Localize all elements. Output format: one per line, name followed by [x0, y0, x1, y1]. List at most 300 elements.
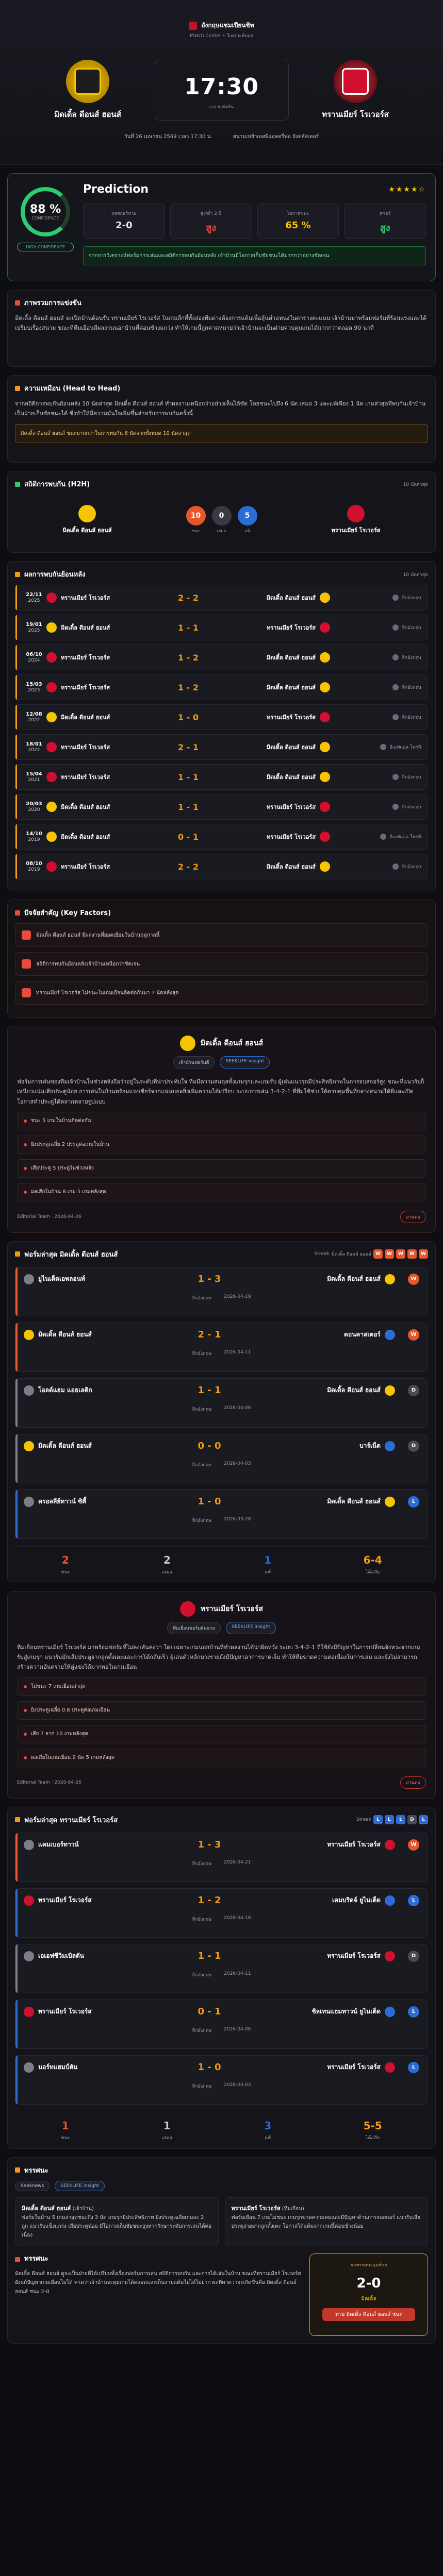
form-result-badge: W — [408, 1839, 419, 1851]
h2h-summary-section — [7, 471, 436, 553]
pred-box-label: โอกาสชนะ — [287, 211, 309, 216]
match-score: 1 - 1 — [177, 772, 199, 782]
bullet-icon — [24, 1191, 27, 1194]
match-score: 1 - 1 — [177, 802, 199, 812]
form-match-card[interactable] — [15, 1323, 428, 1372]
match-day: 20/03 — [26, 801, 42, 807]
form-stat-label: แพ้ — [265, 2135, 271, 2141]
form-away — [251, 1274, 395, 1284]
read-more-button[interactable]: อ่านต่อ — [400, 1776, 426, 1789]
h2h-row[interactable] — [15, 794, 428, 820]
key-factor-item — [15, 952, 428, 976]
away-crest-icon — [347, 505, 365, 522]
away-crest-icon — [320, 802, 330, 812]
match-home-name: ทรานเมียร์ โรเวอร์ส — [61, 684, 110, 691]
competition-name: อีเอฟแอล โทรฟี่ — [389, 745, 421, 750]
h2h-losses: 5 — [238, 506, 257, 526]
form-competition: ลีกอังกฤษ — [192, 1351, 212, 1357]
profile-bullet — [17, 1159, 426, 1178]
final-title: ทรรศนะ — [24, 2255, 48, 2263]
form-competition: ลีกอังกฤษ — [192, 2028, 212, 2033]
match-away — [217, 772, 330, 782]
match-score: 2 - 2 — [177, 861, 199, 872]
form-home-name: ทรานเมียร์ โรเวอร์ส — [38, 1896, 92, 1904]
form-match-card[interactable] — [15, 1267, 428, 1316]
h2h-draws-label: เสมอ — [217, 528, 226, 533]
match-competition — [330, 684, 421, 691]
summary-home-sub: (เจ้าบ้าน) — [72, 2206, 94, 2212]
form-home-name: มิดเดิ้ล ดีอนส์ ฮอนส์ — [38, 1442, 92, 1450]
form-away — [251, 2007, 395, 2017]
profile-date: 2026-04-26 — [54, 1214, 81, 1219]
form-score: 1 - 0 — [198, 2062, 221, 2073]
match-away — [217, 592, 330, 603]
away-crest-icon — [385, 1497, 395, 1507]
confidence-label: CONFIDENCE — [31, 216, 59, 221]
form-stat-value: 2 — [163, 1553, 171, 1566]
profile-tag: เจ้าบ้านฟอร์มดี — [173, 1056, 215, 1069]
form-competition: ลีกอังกฤษ — [192, 2083, 212, 2089]
bullet-text: เสีย 7 จาก 10 เกมหลังสุด — [31, 1731, 88, 1737]
form-away — [251, 1330, 395, 1340]
kickoff-label: เวลาแข่งขัน — [209, 105, 234, 110]
away-crest-icon — [320, 712, 330, 722]
form-stat-label: เสมอ — [161, 1569, 172, 1575]
rating-stars-icon: ★★★★☆ — [388, 185, 426, 194]
profile-date: 2026-04-26 — [54, 1780, 81, 1785]
h2h-wins: 10 — [186, 506, 206, 526]
match-year: 2020 — [28, 807, 40, 812]
away-crest-icon — [385, 1441, 395, 1451]
match-score: 1 - 1 — [177, 622, 199, 633]
form-home — [24, 1330, 168, 1340]
form-away-name: เคมบริดจ์ ยูไนเต็ด — [332, 1896, 381, 1904]
home-crest-icon — [24, 2007, 34, 2017]
form-home — [24, 1497, 168, 1507]
match-score: 2 - 1 — [177, 742, 199, 752]
h2h-intro-text: จากสถิติการพบกันย้อนหลัง 10 นัดล่าสุด มิดเดิ้ล ดีอนส์ ฮอนส์ ทำผลงานเหนือกว่าอย่างเห็นได้ชัด โดยชนะไปถึง 6 นัด เสมอ 3 และแพ้เพียง 1 นัด เกมล่าสุดที่พบกันเจ้าบ้านเป็นฝ่ายเก็บชัยชนะได้ ซึ่งทำให้มีความมั่นใจเพิ่มขึ้นสำหรับการพบกันครั้งนี้ — [15, 400, 426, 417]
form-result-badge: L — [408, 2062, 419, 2073]
profile-bullet — [17, 1183, 426, 1201]
form-away — [251, 1441, 395, 1451]
home-team[interactable] — [36, 60, 139, 121]
home-form-section — [7, 1241, 436, 1583]
prediction-note: จากการวิเคราะห์ฟอร์มการเล่นและสถิติการพบกันย้อนหลัง เจ้าบ้านมีโอกาสเก็บชัยชนะได้มากกว่าอย่างชัดเจน — [83, 246, 426, 265]
match-away — [217, 712, 330, 722]
factor-icon — [22, 930, 31, 940]
final-pick-score: 2-0 — [356, 2276, 381, 2292]
form-date: 2026-04-11 — [224, 1349, 251, 1355]
home-crest-icon — [78, 505, 96, 522]
h2h-list-title: ผลการพบกันย้อนหลัง — [24, 571, 86, 579]
form-match-line — [24, 1951, 419, 1962]
form-stat — [264, 1554, 271, 1575]
prediction-title: Prediction — [83, 183, 149, 196]
h2h-highlight: มิดเดิ้ล ดีอนส์ ฮอนส์ ชนะมากกว่าในการพบกัน 6 นัดจากทั้งหมด 10 นัดล่าสุด — [15, 424, 428, 443]
form-stat-value: 1 — [163, 2119, 171, 2132]
form-date: 2026-04-19 — [224, 1294, 251, 1299]
form-stat — [61, 2120, 70, 2141]
form-match-line — [24, 1496, 419, 1507]
form-score: 1 - 2 — [198, 1895, 221, 1906]
match-away — [217, 861, 330, 872]
form-result-badge: D — [408, 1440, 419, 1452]
final-pick-label: ผลทรรศนะสุดท้าย — [350, 2263, 387, 2268]
summary-away-sub: (ทีมเยือน) — [282, 2206, 304, 2212]
summary-section — [7, 2157, 436, 2344]
form-home — [24, 1385, 168, 1396]
away-crest-icon — [385, 1385, 395, 1396]
form-stat-value: 3 — [264, 2119, 272, 2132]
match-competition — [330, 833, 421, 840]
competition-icon — [380, 834, 386, 840]
away-profile-section: ทรานเมียร์ โรเวอร์ส ทีมเยือนฟอร์มผันผวน SEEKLIFE insight ทีมเยือนทรานเมียร์ โรเวอร์ส มาพร้อมฟอร์มที่ไม่คงเส้นคงวา โดยเฉพาะเกมนอกบ้านที่ทำผลงานได้น่าผิดหวัง ระบบ 3-4-2-1 ที่ใช้ยังมีปัญหาในการเปลี่ยนจังหวะจากเกมรับสู่เกมรุก แนวรับมักเสียประตูจากลูกตั้งเตะและการโต้กลับเร็ว ผู้เล่นตัวหลักบางรายยังมีปัญหาอาการบาดเจ็บ ทำให้ทีมขาดความต่อเนื่องในการเล่น และยังไม่สามารถสร้างความอันตรายให้คู่แข่งได้มากพอในเกมเยือน ไม่ชนะ 7 เกมเยือนล่าสุด ยิงประตูเฉลี่ย 0.8 ประตูต่อเกมเยือน เสีย 7 จาก 10 เกมหลังสุด ผลเสียในเกมเยือน 9 นัด 5 เกมหลังสุด Editorial Team · 2026-04-26 อ่านต่อ — [7, 1591, 436, 1799]
form-match-card[interactable] — [15, 1378, 428, 1428]
summary-tag: Seeknews — [15, 2181, 50, 2191]
form-match-card[interactable] — [15, 1833, 428, 1882]
bullet-icon — [24, 1120, 27, 1123]
form-result-badge: W — [408, 1274, 419, 1285]
form-away — [251, 1840, 395, 1850]
form-date: 2026-04-21 — [224, 1859, 251, 1865]
summary-home-title: มิดเดิ้ล ดีอนส์ ฮอนส์ — [22, 2205, 71, 2212]
h2h-row[interactable] — [15, 615, 428, 640]
h2h-wins-label: ชนะ — [191, 528, 200, 533]
form-date: 2026-03-28 — [224, 1516, 251, 1522]
form-match-line — [24, 2006, 419, 2018]
match-home — [46, 622, 160, 633]
form-stat — [162, 2120, 172, 2141]
match-day: 18/01 — [26, 741, 42, 747]
profile-bullet — [17, 1749, 426, 1767]
form-score: 0 - 0 — [198, 1440, 221, 1452]
form-match-line — [24, 2062, 419, 2073]
streak-pill: L — [419, 1815, 428, 1824]
league-name: อังกฤษแชมเปียนชิพ — [201, 22, 254, 29]
form-home — [24, 1951, 168, 1961]
form-match-card[interactable] — [15, 1489, 428, 1539]
bullet-text: ไม่ชนะ 7 เกมเยือนล่าสุด — [31, 1684, 86, 1689]
match-date — [22, 741, 46, 754]
form-stat-value: 2 — [61, 1553, 69, 1566]
match-home — [46, 742, 160, 752]
home-crest-icon — [46, 652, 57, 663]
h2h-row[interactable] — [15, 674, 428, 700]
final-pick-button[interactable]: ทาย มิดเดิ้ล ดีอนส์ ฮอนส์ ชนะ — [322, 2308, 415, 2321]
section-icon — [15, 482, 20, 487]
form-match-card[interactable] — [15, 1434, 428, 1483]
league-icon — [189, 22, 197, 30]
pred-box-value: สูง — [380, 223, 390, 233]
summary-away — [225, 2197, 429, 2247]
h2h-row[interactable] — [15, 704, 428, 730]
profile-bullet — [17, 1677, 426, 1696]
match-home-name: ทรานเมียร์ โรเวอร์ส — [61, 774, 110, 781]
h2h-away-name: ทรานเมียร์ โรเวอร์ส — [331, 527, 381, 534]
home-form-stats — [15, 1546, 428, 1575]
competition-name: ลีกอังกฤษ — [402, 625, 421, 631]
form-result-badge: D — [408, 1385, 419, 1396]
match-away — [217, 802, 330, 812]
match-day: 19/01 — [26, 621, 42, 628]
form-date: 2026-04-18 — [224, 1915, 251, 1921]
match-date — [22, 591, 46, 604]
summary-away-title: ทรานเมียร์ โรเวอร์ส — [231, 2205, 281, 2212]
form-away-name: มิดเดิ้ล ดีอนส์ ฮอนส์ — [327, 1275, 381, 1283]
form-stat-label: ชนะ — [61, 2135, 70, 2141]
form-stat-value: 1 — [264, 1553, 272, 1566]
intro-title: ภาพรวมการแข่งขัน — [24, 299, 81, 307]
match-year: 2021 — [28, 777, 40, 783]
form-stat-value: 5-5 — [363, 2119, 382, 2132]
match-away-name: มิดเดิ้ล ดีอนส์ ฮอนส์ — [266, 774, 316, 781]
match-score: 1 - 2 — [177, 682, 199, 692]
away-crest-icon — [320, 652, 330, 663]
home-crest-icon — [46, 742, 57, 752]
streak-pill: W — [419, 1249, 428, 1259]
form-away-name: ทรานเมียร์ โรเวอร์ส — [327, 2063, 381, 2071]
form-stat-label: แพ้ — [265, 1569, 271, 1575]
match-away-name: มิดเดิ้ล ดีอนส์ ฮอนส์ — [266, 595, 316, 601]
form-stat — [364, 1554, 382, 1575]
form-away-name: มิดเดิ้ล ดีอนส์ ฮอนส์ — [327, 1386, 381, 1394]
form-date: 2026-04-03 — [224, 2082, 251, 2088]
profile-tag: ทีมเยือนฟอร์มผันผวน — [167, 1622, 221, 1634]
form-score: 2 - 1 — [198, 1329, 221, 1341]
h2h-summary-meta: 10 นัดล่าสุด — [403, 482, 428, 487]
form-score: 0 - 1 — [198, 2006, 221, 2017]
bullet-text: ยิงประตูเฉลี่ย 0.8 ประตูต่อเกมเยือน — [31, 1707, 110, 1713]
form-home-name: มิดเดิ้ล ดีอนส์ ฮอนส์ — [38, 1331, 92, 1338]
read-more-button[interactable]: อ่านต่อ — [400, 1211, 426, 1223]
match-home — [46, 802, 160, 812]
h2h-away-team[interactable] — [304, 505, 407, 535]
form-away-name: บาร์เน็ต — [359, 1442, 381, 1450]
match-score: 0 - 1 — [177, 832, 199, 842]
form-competition: ลีกอังกฤษ — [192, 1462, 212, 1468]
form-stat — [61, 1554, 70, 1575]
form-meta — [24, 2027, 419, 2034]
section-icon — [15, 1251, 20, 1257]
home-team-name: มิดเดิ้ล ดีอนส์ ฮอนส์ — [54, 110, 121, 119]
bullet-icon — [24, 1685, 27, 1688]
key-factor-text: ทรานเมียร์ โรเวอร์ส ไม่ชนะในเกมเยือนติดต่อกันมา 7 นัดหลังสุด — [36, 990, 179, 996]
streak-pill: L — [396, 1815, 405, 1824]
form-competition: ลีกอังกฤษ — [192, 1518, 212, 1523]
form-stat-value: 1 — [61, 2119, 69, 2132]
bullet-icon — [24, 1756, 27, 1759]
match-year: 2019 — [28, 867, 40, 872]
form-away-name: ดอนคาสเตอร์ — [344, 1331, 381, 1338]
home-crest-icon — [24, 1951, 34, 1961]
pred-box-win-chance — [257, 203, 339, 239]
form-away-name: ทรานเมียร์ โรเวอร์ส — [327, 1952, 381, 1959]
form-home-name: ครอลลีย์ทาวน์ ซิตี้ — [38, 1498, 87, 1505]
form-stat — [364, 2120, 382, 2141]
match-home — [46, 682, 160, 692]
form-away — [251, 1385, 395, 1396]
bullet-text: ยิงประตูเฉลี่ย 2 ประตูต่อเกมในบ้าน — [31, 1142, 109, 1148]
home-crest-icon — [46, 861, 57, 872]
home-crest-icon — [46, 772, 57, 782]
form-away — [251, 1895, 395, 1906]
away-crest-icon — [320, 592, 330, 603]
home-form-cards — [15, 1267, 428, 1539]
league-row[interactable] — [0, 21, 443, 30]
pred-box-value: 65 % — [285, 220, 311, 231]
form-result-badge: W — [408, 1329, 419, 1341]
bullet-icon — [24, 1143, 27, 1146]
away-form-cards — [15, 1833, 428, 2105]
bullet-icon — [24, 1167, 27, 1170]
factor-icon — [22, 959, 31, 969]
match-competition — [330, 863, 421, 870]
away-crest-icon — [385, 1330, 395, 1340]
form-competition: ลีกอังกฤษ — [192, 1917, 212, 1922]
form-match-line — [24, 1329, 419, 1341]
h2h-row[interactable] — [15, 645, 428, 670]
match-date — [22, 711, 46, 724]
match-competition — [330, 714, 421, 721]
form-match-card[interactable] — [15, 1944, 428, 1993]
h2h-home-team[interactable] — [36, 505, 139, 535]
match-away-name: มิดเดิ้ล ดีอนส์ ฮอนส์ — [266, 744, 316, 751]
match-competition — [330, 803, 421, 810]
competition-icon — [392, 863, 399, 870]
confidence-value: 88 % — [29, 203, 61, 216]
form-match-card[interactable] — [15, 1888, 428, 1938]
away-crest-icon — [320, 832, 330, 842]
h2h-row[interactable] — [15, 854, 428, 879]
form-home — [24, 1441, 168, 1451]
match-home — [46, 772, 160, 782]
competition-name: ลีกอังกฤษ — [402, 596, 421, 601]
h2h-rows — [15, 585, 428, 879]
home-profile-name: มิดเดิ้ล ดีอนส์ ฮอนส์ — [200, 1039, 264, 1047]
form-result-badge: L — [408, 1496, 419, 1507]
away-crest-icon — [385, 2007, 395, 2017]
form-match-card[interactable] — [15, 2055, 428, 2105]
away-form-section — [7, 1807, 436, 2149]
home-crest-icon — [180, 1036, 195, 1051]
form-stat-label: ได้/เสีย — [366, 2135, 380, 2141]
match-away — [217, 682, 330, 692]
form-stat — [264, 2120, 271, 2141]
match-score: 2 - 2 — [177, 592, 199, 603]
intro-text: มิดเดิ้ล ดีอนส์ ฮอนส์ จะเปิดบ้านต้อนรับ ทรานเมียร์ โรเวอร์ส ในเกมลีกที่ทั้งสองทีมต่างต้องการแต้มเพื่อลุ้นตำแหน่งในตารางคะแนน เจ้าบ้านมาพร้อมฟอร์มที่ร้อนแรงและได้เปรียบเรื่องสนาม ขณะที่ทีมเยือนมีผลงานนอกบ้านที่ค่อนข้างแกว่ง ทำให้เกมนี้ถูกคาดหมายว่าเจ้าบ้านจะเป็นฝ่ายควบคุมเกมได้มากกว่าตลอด 90 นาที — [15, 315, 427, 332]
match-competition — [330, 594, 421, 601]
away-form-title: ฟอร์มล่าสุด ทรานเมียร์ โรเวอร์ส — [24, 1816, 118, 1824]
match-competition — [330, 624, 421, 631]
form-stat-label: เสมอ — [161, 2135, 172, 2141]
competition-name: ลีกอังกฤษ — [402, 715, 421, 720]
away-crest-icon — [320, 682, 330, 692]
streak-pill: W — [396, 1249, 405, 1259]
form-home-name: โอลด์แฮม แอธเลติก — [38, 1386, 92, 1394]
match-hero — [0, 0, 443, 165]
match-away-name: ทรานเมียร์ โรเวอร์ส — [266, 804, 316, 810]
h2h-row[interactable] — [15, 824, 428, 850]
streak-label: Streak — [314, 1251, 330, 1257]
streak-pill: W — [385, 1249, 394, 1259]
away-team[interactable] — [304, 60, 407, 121]
final-pick-team: มิดเดิ้ล — [361, 2296, 376, 2302]
profile-bullet — [17, 1701, 426, 1720]
pred-box-label: สกอร์ — [380, 211, 391, 216]
match-away — [217, 742, 330, 752]
intro-section — [7, 290, 436, 367]
match-away-name: ทรานเมียร์ โรเวอร์ส — [266, 624, 316, 631]
form-date: 2026-04-03 — [224, 1461, 251, 1466]
home-form-title: ฟอร์มล่าสุด มิดเดิ้ล ดีอนส์ ฮอนส์ — [24, 1250, 118, 1259]
match-score: 1 - 0 — [177, 712, 199, 722]
match-date — [22, 801, 46, 814]
key-factor-text: สถิติการพบกันย้อนหลังเจ้าบ้านเหนือกว่าชัดเจน — [36, 961, 140, 967]
key-factors-section — [7, 900, 436, 1018]
away-team-name: ทรานเมียร์ โรเวอร์ส — [322, 110, 389, 119]
match-away-name: มิดเดิ้ล ดีอนส์ ฮอนส์ — [266, 684, 316, 691]
home-crest-icon — [24, 2062, 34, 2073]
confidence-ring — [21, 187, 70, 236]
match-home — [46, 652, 160, 663]
competition-icon — [392, 774, 399, 780]
match-date: วันที่ 26 เมษายน 2569 เวลา 17:30 น. — [124, 134, 212, 140]
key-factor-item — [15, 981, 428, 1005]
h2h-row[interactable] — [15, 734, 428, 760]
match-home-name: ทรานเมียร์ โรเวอร์ส — [61, 744, 110, 751]
match-year: 2025 — [28, 628, 40, 633]
pred-box-value: 2-0 — [116, 220, 133, 231]
summary-away-text: ฟอร์มเยือน 7 เกมไม่ชนะ เกมรุกขาดความคมและมีปัญหาด้านการจบสกอร์ แนวรับเสียประตูง่ายจากลูกตั้งเตะ โอกาสได้แต้มจากเกมนี้ค่อนข้างน้อย — [231, 2215, 420, 2230]
final-text: มิดเดิ้ล ดีอนส์ ฮอนส์ ดูจะเป็นฝ่ายที่ได้เปรียบทั้งเรื่องฟอร์มการเล่น สถิติการพบกัน และการได้เล่นในบ้าน ขณะที่ทรานเมียร์ โรเวอร์ส ยังแก้ปัญหาเกมเยือนไม่ได้ คาดว่าเจ้าบ้านจะคุมเกมได้ตลอดและเก็บสามแต้มไปได้ไม่ยาก ผลที่คาดว่าจะเกิดขึ้นคือ มิดเดิ้ล ดีอนส์ ฮอนส์ ชนะ 2-0 — [15, 2270, 301, 2295]
match-competition — [330, 773, 421, 781]
match-day: 12/08 — [26, 711, 42, 717]
form-result-badge: L — [408, 1895, 419, 1906]
h2h-intro-title: ความเหมือน (Head to Head) — [24, 385, 121, 393]
home-crest-icon — [24, 1330, 34, 1340]
h2h-row[interactable] — [15, 764, 428, 790]
form-stat-value: 6-4 — [363, 1553, 382, 1566]
away-crest-icon — [180, 1601, 195, 1617]
match-day: 15/03 — [26, 681, 42, 687]
form-match-card[interactable] — [15, 1999, 428, 2049]
bullet-text: ชนะ 5 เกมในบ้านติดต่อกัน — [31, 1118, 91, 1124]
h2h-row[interactable] — [15, 585, 428, 611]
section-icon — [15, 1817, 20, 1822]
form-away-name: ทรานเมียร์ โรเวอร์ส — [327, 1841, 381, 1848]
streak-pill: D — [407, 1815, 417, 1824]
form-match-line — [24, 1274, 419, 1285]
section-icon — [15, 572, 20, 577]
home-crest-icon — [46, 592, 57, 603]
prediction-card — [7, 173, 436, 281]
match-competition — [330, 743, 421, 751]
home-crest-icon — [24, 1497, 34, 1507]
match-away-name: ทรานเมียร์ โรเวอร์ส — [266, 834, 316, 840]
form-home-name: ทรานเมียร์ โรเวอร์ส — [38, 2008, 92, 2015]
match-competition — [330, 654, 421, 661]
match-home-name: ทรานเมียร์ โรเวอร์ส — [61, 654, 110, 661]
match-date — [22, 771, 46, 784]
form-match-line — [24, 1839, 419, 1851]
bullet-icon — [24, 1709, 27, 1712]
profile-author: Editorial Team — [17, 1214, 50, 1219]
home-crest-icon — [24, 1385, 34, 1396]
insight-tag: SEEKLIFE insight — [220, 1056, 270, 1069]
competition-name: ลีกอังกฤษ — [402, 685, 421, 690]
streak-team: มิดเดิ้ล ดีอนส์ ฮอนส์ — [331, 1252, 371, 1258]
h2h-draws: 0 — [212, 506, 232, 526]
